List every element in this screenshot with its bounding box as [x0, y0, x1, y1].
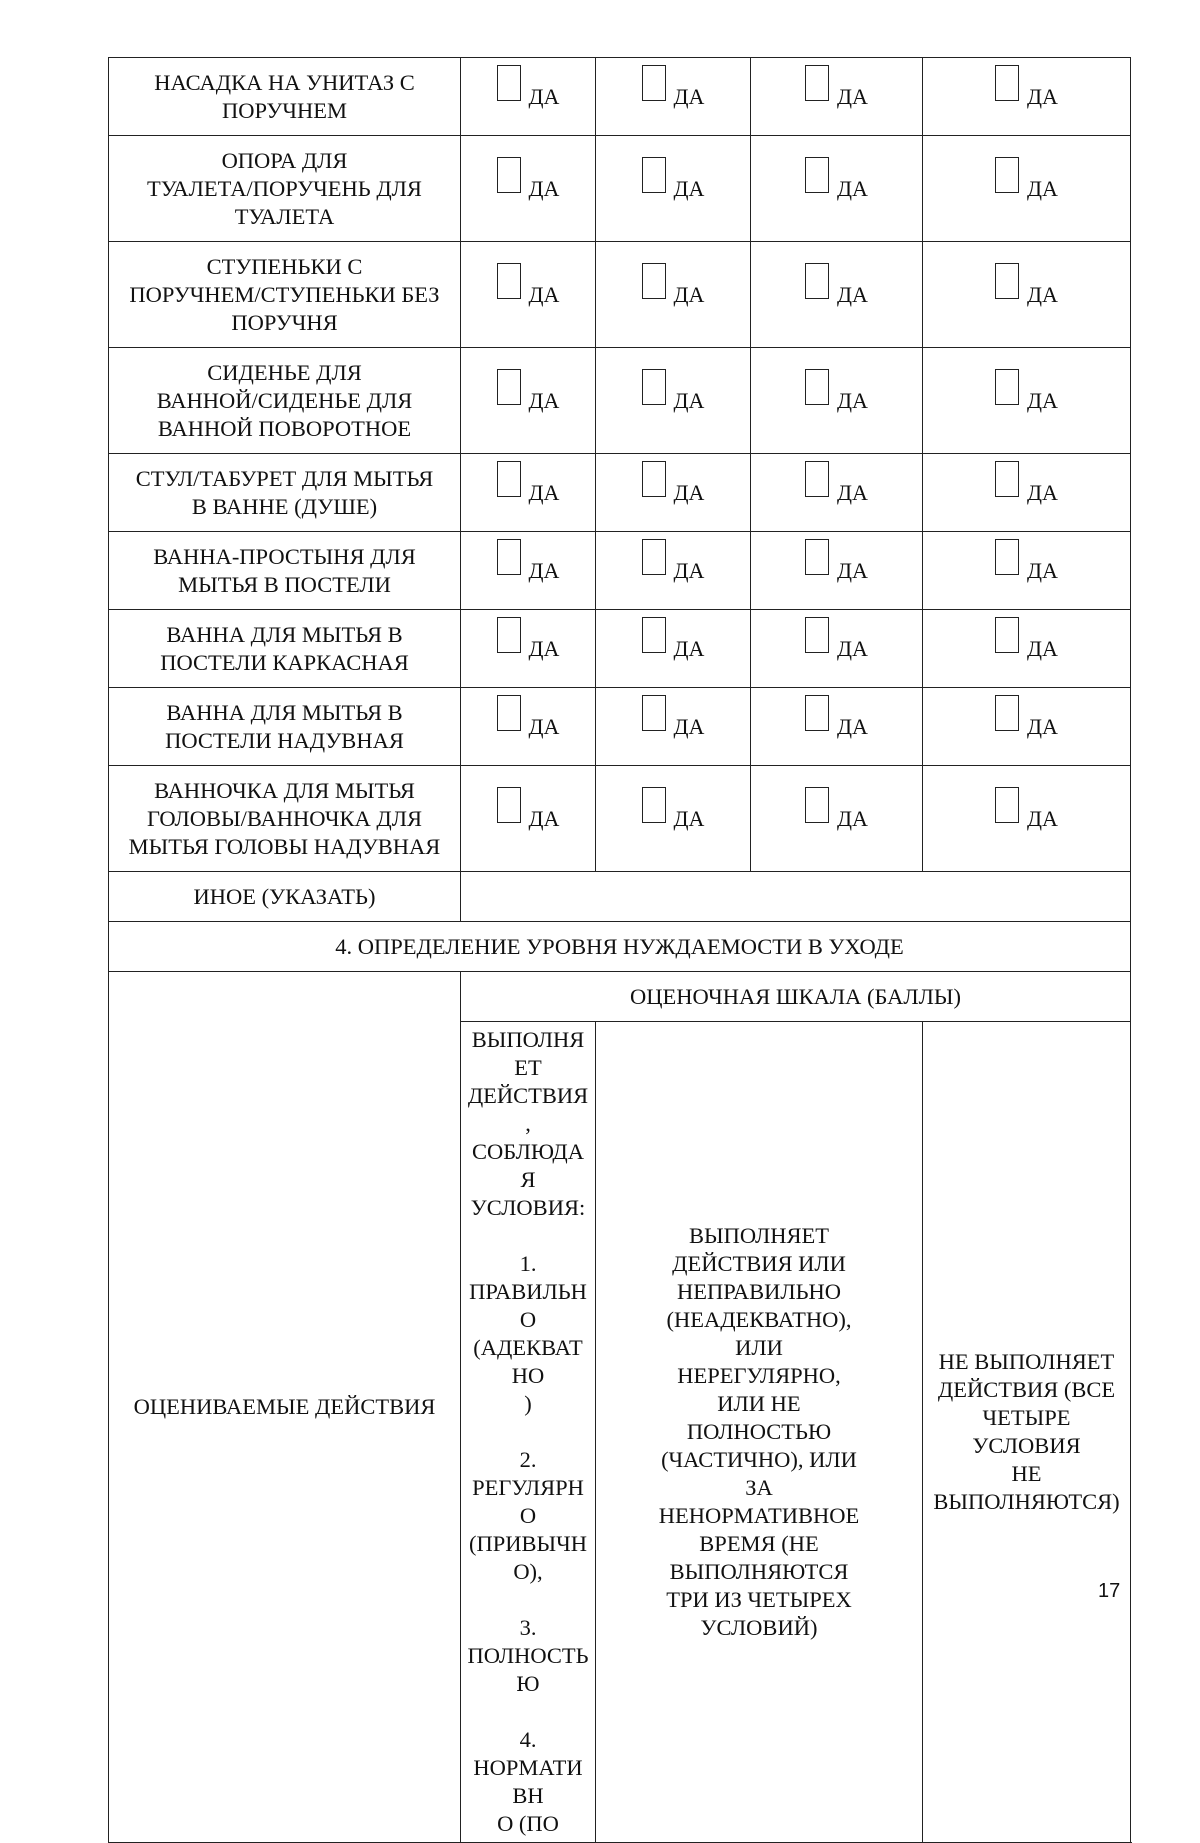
yes-label: ДА	[528, 714, 560, 739]
checkbox[interactable]	[497, 695, 521, 731]
yes-checkbox-cell[interactable]	[461, 532, 596, 610]
criteria-line: УСЛОВИЙ)	[700, 1615, 818, 1640]
equipment-label-line: ПОРУЧНЯ	[231, 309, 338, 335]
equipment-label	[109, 688, 461, 766]
assessment-table	[108, 57, 1131, 1843]
criteria-line: ВЫПОЛНЯЮТСЯ	[669, 1559, 849, 1584]
equipment-label-line: ВАННА ДЛЯ МЫТЬЯ В	[166, 621, 403, 647]
criteria-line	[467, 1222, 589, 1250]
yes-label: ДА	[1027, 176, 1058, 201]
scale-header-row	[109, 972, 1131, 1022]
checkbox[interactable]	[497, 65, 521, 101]
yes-checkbox-cell[interactable]	[923, 58, 1131, 136]
yes-checkbox-cell[interactable]	[596, 454, 751, 532]
equipment-label	[109, 348, 461, 454]
scale-header: ОЦЕНОЧНАЯ ШКАЛА (БАЛЛЫ)	[461, 972, 1131, 1022]
yes-label: ДА	[837, 282, 868, 307]
criteria-line: ТРИ ИЗ ЧЕТЫРЕХ	[666, 1587, 852, 1612]
checkbox[interactable]	[497, 369, 521, 405]
equipment-row	[109, 532, 1131, 610]
yes-label: ДА	[528, 558, 560, 583]
criteria-line: ВЫПОЛНЯЕТ	[471, 1027, 585, 1080]
criteria-line: СОБЛЮДАЯ	[472, 1139, 584, 1192]
yes-checkbox-cell[interactable]	[751, 688, 923, 766]
equipment-label-line: МЫТЬЯ ГОЛОВЫ НАДУВНАЯ	[128, 833, 441, 859]
yes-checkbox-cell[interactable]	[596, 58, 751, 136]
yes-label: ДА	[528, 388, 560, 413]
equipment-row	[109, 454, 1131, 532]
criteria-line: НОРМАТИВН	[473, 1755, 583, 1808]
checkbox[interactable]	[805, 787, 829, 823]
criteria-line	[467, 1698, 589, 1726]
yes-checkbox-cell[interactable]	[923, 242, 1131, 348]
yes-checkbox-cell[interactable]	[461, 688, 596, 766]
criteria-line: НЕ	[1011, 1461, 1042, 1486]
checkbox[interactable]	[805, 263, 829, 299]
yes-label: ДА	[528, 636, 560, 661]
yes-label: ДА	[673, 480, 705, 505]
checkbox[interactable]	[995, 263, 1019, 299]
yes-label: ДА	[837, 480, 868, 505]
equipment-row	[109, 766, 1131, 872]
checkbox[interactable]	[497, 787, 521, 823]
criteria-line: (АДЕКВАТНО	[473, 1335, 583, 1388]
checkbox[interactable]	[995, 617, 1019, 653]
checkbox[interactable]	[497, 263, 521, 299]
yes-label: ДА	[1027, 84, 1058, 109]
equipment-label-line: ПОСТЕЛИ НАДУВНАЯ	[165, 727, 404, 753]
criteria-line: НЕРЕГУЛЯРНО,	[677, 1363, 841, 1388]
criteria-line: ВРЕМЯ (НЕ	[699, 1531, 819, 1556]
criteria-line: ВЫПОЛНЯЮТСЯ)	[933, 1489, 1120, 1514]
equipment-label-line: СТУЛ/ТАБУРЕТ ДЛЯ МЫТЬЯ	[135, 465, 434, 491]
checkbox[interactable]	[805, 369, 829, 405]
yes-label: ДА	[528, 176, 560, 201]
yes-checkbox-cell[interactable]	[751, 136, 923, 242]
criteria-line: (ЧАСТИЧНО), ИЛИ	[661, 1447, 857, 1472]
yes-label: ДА	[673, 388, 705, 413]
checkbox[interactable]	[995, 787, 1019, 823]
checkbox[interactable]	[805, 695, 829, 731]
checkbox[interactable]	[995, 157, 1019, 193]
equipment-row	[109, 58, 1131, 136]
yes-checkbox-cell[interactable]	[596, 136, 751, 242]
criteria-line: 2.	[519, 1447, 537, 1472]
yes-checkbox-cell[interactable]	[923, 766, 1131, 872]
yes-label: ДА	[837, 176, 868, 201]
yes-label: ДА	[1027, 806, 1058, 831]
equipment-label-line: ТУАЛЕТА/ПОРУЧЕНЬ ДЛЯ	[147, 175, 422, 201]
equipment-label-line: В ВАННЕ (ДУШЕ)	[191, 493, 378, 519]
equipment-label-line: ОПОРА ДЛЯ	[221, 147, 348, 173]
section-title: 4. ОПРЕДЕЛЕНИЕ УРОВНЯ НУЖДАЕМОСТИ В УХОДЕ	[109, 922, 1131, 972]
yes-label: ДА	[837, 636, 868, 661]
other-label: ИНОЕ (УКАЗАТЬ)	[109, 872, 461, 922]
yes-checkbox-cell[interactable]	[461, 58, 596, 136]
equipment-label	[109, 58, 461, 136]
criteria-line: )	[524, 1391, 532, 1416]
yes-checkbox-cell[interactable]	[751, 610, 923, 688]
criteria-full	[461, 1022, 596, 1843]
yes-checkbox-cell[interactable]	[461, 348, 596, 454]
equipment-label-line: ГОЛОВЫ/ВАННОЧКА ДЛЯ	[146, 805, 423, 831]
yes-checkbox-cell[interactable]	[596, 532, 751, 610]
yes-checkbox-cell[interactable]	[751, 766, 923, 872]
criteria-line: 4.	[519, 1727, 537, 1752]
equipment-label-line: ПОСТЕЛИ КАРКАСНАЯ	[160, 649, 409, 675]
equipment-label-line: ВАННОЙ ПОВОРОТНОЕ	[157, 415, 412, 441]
equipment-label	[109, 532, 461, 610]
criteria-line: (НЕАДЕКВАТНО),	[666, 1307, 852, 1332]
criteria-line: ДЕЙСТВИЯ ИЛИ	[672, 1251, 846, 1276]
checkbox[interactable]	[642, 787, 666, 823]
criteria-line: ПОЛНОСТЬЮ	[686, 1419, 832, 1444]
yes-checkbox-cell[interactable]	[751, 454, 923, 532]
criteria-line: ДЕЙСТВИЯ,	[467, 1083, 589, 1136]
equipment-label-line: ПОРУЧНЕМ/СТУПЕНЬКИ БЕЗ	[129, 281, 440, 307]
checkbox[interactable]	[995, 461, 1019, 497]
equipment-label	[109, 610, 461, 688]
checkbox[interactable]	[497, 539, 521, 575]
checkbox[interactable]	[805, 539, 829, 575]
criteria-none	[923, 1022, 1131, 1843]
equipment-label-line: МЫТЬЯ В ПОСТЕЛИ	[178, 571, 391, 597]
yes-checkbox-cell[interactable]	[751, 348, 923, 454]
yes-checkbox-cell[interactable]	[596, 766, 751, 872]
criteria-line: НЕ ВЫПОЛНЯЕТ	[938, 1349, 1115, 1374]
yes-label: ДА	[673, 806, 705, 831]
yes-checkbox-cell[interactable]	[596, 242, 751, 348]
checkbox[interactable]	[642, 461, 666, 497]
equipment-label-line: ВАННА ДЛЯ МЫТЬЯ В	[166, 699, 403, 725]
yes-label: ДА	[673, 714, 705, 739]
yes-label: ДА	[673, 84, 705, 109]
checkbox[interactable]	[642, 157, 666, 193]
equipment-label-line: ВАННА-ПРОСТЫНЯ ДЛЯ	[153, 543, 416, 569]
yes-label: ДА	[528, 480, 560, 505]
yes-label: ДА	[673, 636, 705, 661]
yes-label: ДА	[528, 84, 560, 109]
equipment-label	[109, 242, 461, 348]
checkbox[interactable]	[497, 157, 521, 193]
yes-checkbox-cell[interactable]	[596, 610, 751, 688]
yes-checkbox-cell[interactable]	[461, 242, 596, 348]
equipment-label-line: СТУПЕНЬКИ С	[206, 253, 363, 279]
yes-checkbox-cell[interactable]	[923, 348, 1131, 454]
checkbox[interactable]	[642, 695, 666, 731]
yes-checkbox-cell[interactable]	[461, 610, 596, 688]
criteria-partial	[596, 1022, 923, 1843]
equipment-label	[109, 766, 461, 872]
yes-label: ДА	[673, 282, 705, 307]
checkbox[interactable]	[995, 65, 1019, 101]
yes-label: ДА	[673, 558, 705, 583]
other-row	[109, 872, 1131, 922]
equipment-label	[109, 454, 461, 532]
criteria-line: РЕГУЛЯРНО	[472, 1475, 584, 1528]
equipment-label-line: ПОРУЧНЕМ	[221, 97, 347, 123]
yes-checkbox-cell[interactable]	[461, 454, 596, 532]
criteria-line: НЕПРАВИЛЬНО	[676, 1279, 842, 1304]
yes-checkbox-cell[interactable]	[923, 688, 1131, 766]
equipment-row	[109, 688, 1131, 766]
criteria-line	[467, 1418, 589, 1446]
yes-label: ДА	[837, 714, 868, 739]
yes-label: ДА	[837, 806, 868, 831]
criteria-line: ИЛИ НЕ	[717, 1391, 801, 1416]
criteria-line: ЗА	[745, 1475, 773, 1500]
yes-label: ДА	[1027, 558, 1058, 583]
criteria-line: 3.	[519, 1615, 537, 1640]
criteria-line	[467, 1586, 589, 1614]
equipment-label-line: ВАННОЧКА ДЛЯ МЫТЬЯ	[154, 777, 415, 803]
criteria-line: НЕНОРМАТИВНОЕ	[658, 1503, 860, 1528]
criteria-line: ИЛИ	[735, 1335, 783, 1360]
yes-checkbox-cell[interactable]	[751, 58, 923, 136]
yes-checkbox-cell[interactable]	[923, 532, 1131, 610]
checkbox[interactable]	[497, 617, 521, 653]
equipment-row	[109, 348, 1131, 454]
yes-checkbox-cell[interactable]	[596, 348, 751, 454]
criteria-line: ВЫПОЛНЯЕТ	[688, 1223, 829, 1248]
checkbox[interactable]	[642, 539, 666, 575]
equipment-row	[109, 610, 1131, 688]
checkbox[interactable]	[642, 369, 666, 405]
yes-label: ДА	[1027, 480, 1058, 505]
equipment-label	[109, 136, 461, 242]
equipment-label-line: НАСАДКА НА УНИТАЗ С	[154, 69, 415, 95]
yes-label: ДА	[528, 282, 560, 307]
criteria-line: О (ПО	[497, 1811, 559, 1836]
criteria-line: 1.	[519, 1251, 537, 1276]
yes-checkbox-cell[interactable]	[923, 136, 1131, 242]
yes-label: ДА	[1027, 636, 1058, 661]
checkbox[interactable]	[642, 617, 666, 653]
checkbox[interactable]	[995, 539, 1019, 575]
yes-checkbox-cell[interactable]	[461, 766, 596, 872]
section-title-row	[109, 922, 1131, 972]
yes-checkbox-cell[interactable]	[751, 242, 923, 348]
yes-checkbox-cell[interactable]	[461, 136, 596, 242]
equipment-label-line: ВАННОЙ/СИДЕНЬЕ ДЛЯ	[156, 387, 413, 413]
equipment-label-line: ТУАЛЕТА	[234, 203, 335, 229]
yes-label: ДА	[1027, 388, 1058, 413]
criteria-line: ПОЛНОСТЬЮ	[467, 1643, 589, 1696]
checkbox[interactable]	[805, 157, 829, 193]
yes-checkbox-cell[interactable]	[596, 688, 751, 766]
other-value-cell[interactable]	[461, 872, 1131, 922]
yes-label: ДА	[528, 806, 560, 831]
yes-checkbox-cell[interactable]	[923, 454, 1131, 532]
criteria-line: (ПРИВЫЧНО),	[468, 1531, 587, 1584]
checkbox[interactable]	[805, 461, 829, 497]
checkbox[interactable]	[805, 617, 829, 653]
checkbox[interactable]	[995, 369, 1019, 405]
criteria-line: УСЛОВИЯ:	[470, 1195, 586, 1220]
yes-label: ДА	[1027, 714, 1058, 739]
yes-checkbox-cell[interactable]	[751, 532, 923, 610]
checkbox[interactable]	[995, 695, 1019, 731]
yes-label: ДА	[1027, 282, 1058, 307]
yes-label: ДА	[673, 176, 705, 201]
equipment-row	[109, 136, 1131, 242]
criteria-line: ЧЕТЫРЕ УСЛОВИЯ	[972, 1405, 1081, 1458]
checkbox[interactable]	[642, 65, 666, 101]
assessed-actions-label: ОЦЕНИВАЕМЫЕ ДЕЙСТВИЯ	[109, 972, 461, 1843]
yes-label: ДА	[837, 388, 868, 413]
criteria-line: ДЕЙСТВИЯ (ВСЕ	[937, 1377, 1116, 1402]
checkbox[interactable]	[642, 263, 666, 299]
yes-label: ДА	[837, 84, 868, 109]
page-number: 17	[1098, 1580, 1121, 1602]
equipment-row	[109, 242, 1131, 348]
yes-label: ДА	[837, 558, 868, 583]
equipment-label-line: СИДЕНЬЕ ДЛЯ	[207, 359, 362, 385]
checkbox[interactable]	[497, 461, 521, 497]
checkbox[interactable]	[805, 65, 829, 101]
criteria-line: ПРАВИЛЬНО	[469, 1279, 587, 1332]
yes-checkbox-cell[interactable]	[923, 610, 1131, 688]
